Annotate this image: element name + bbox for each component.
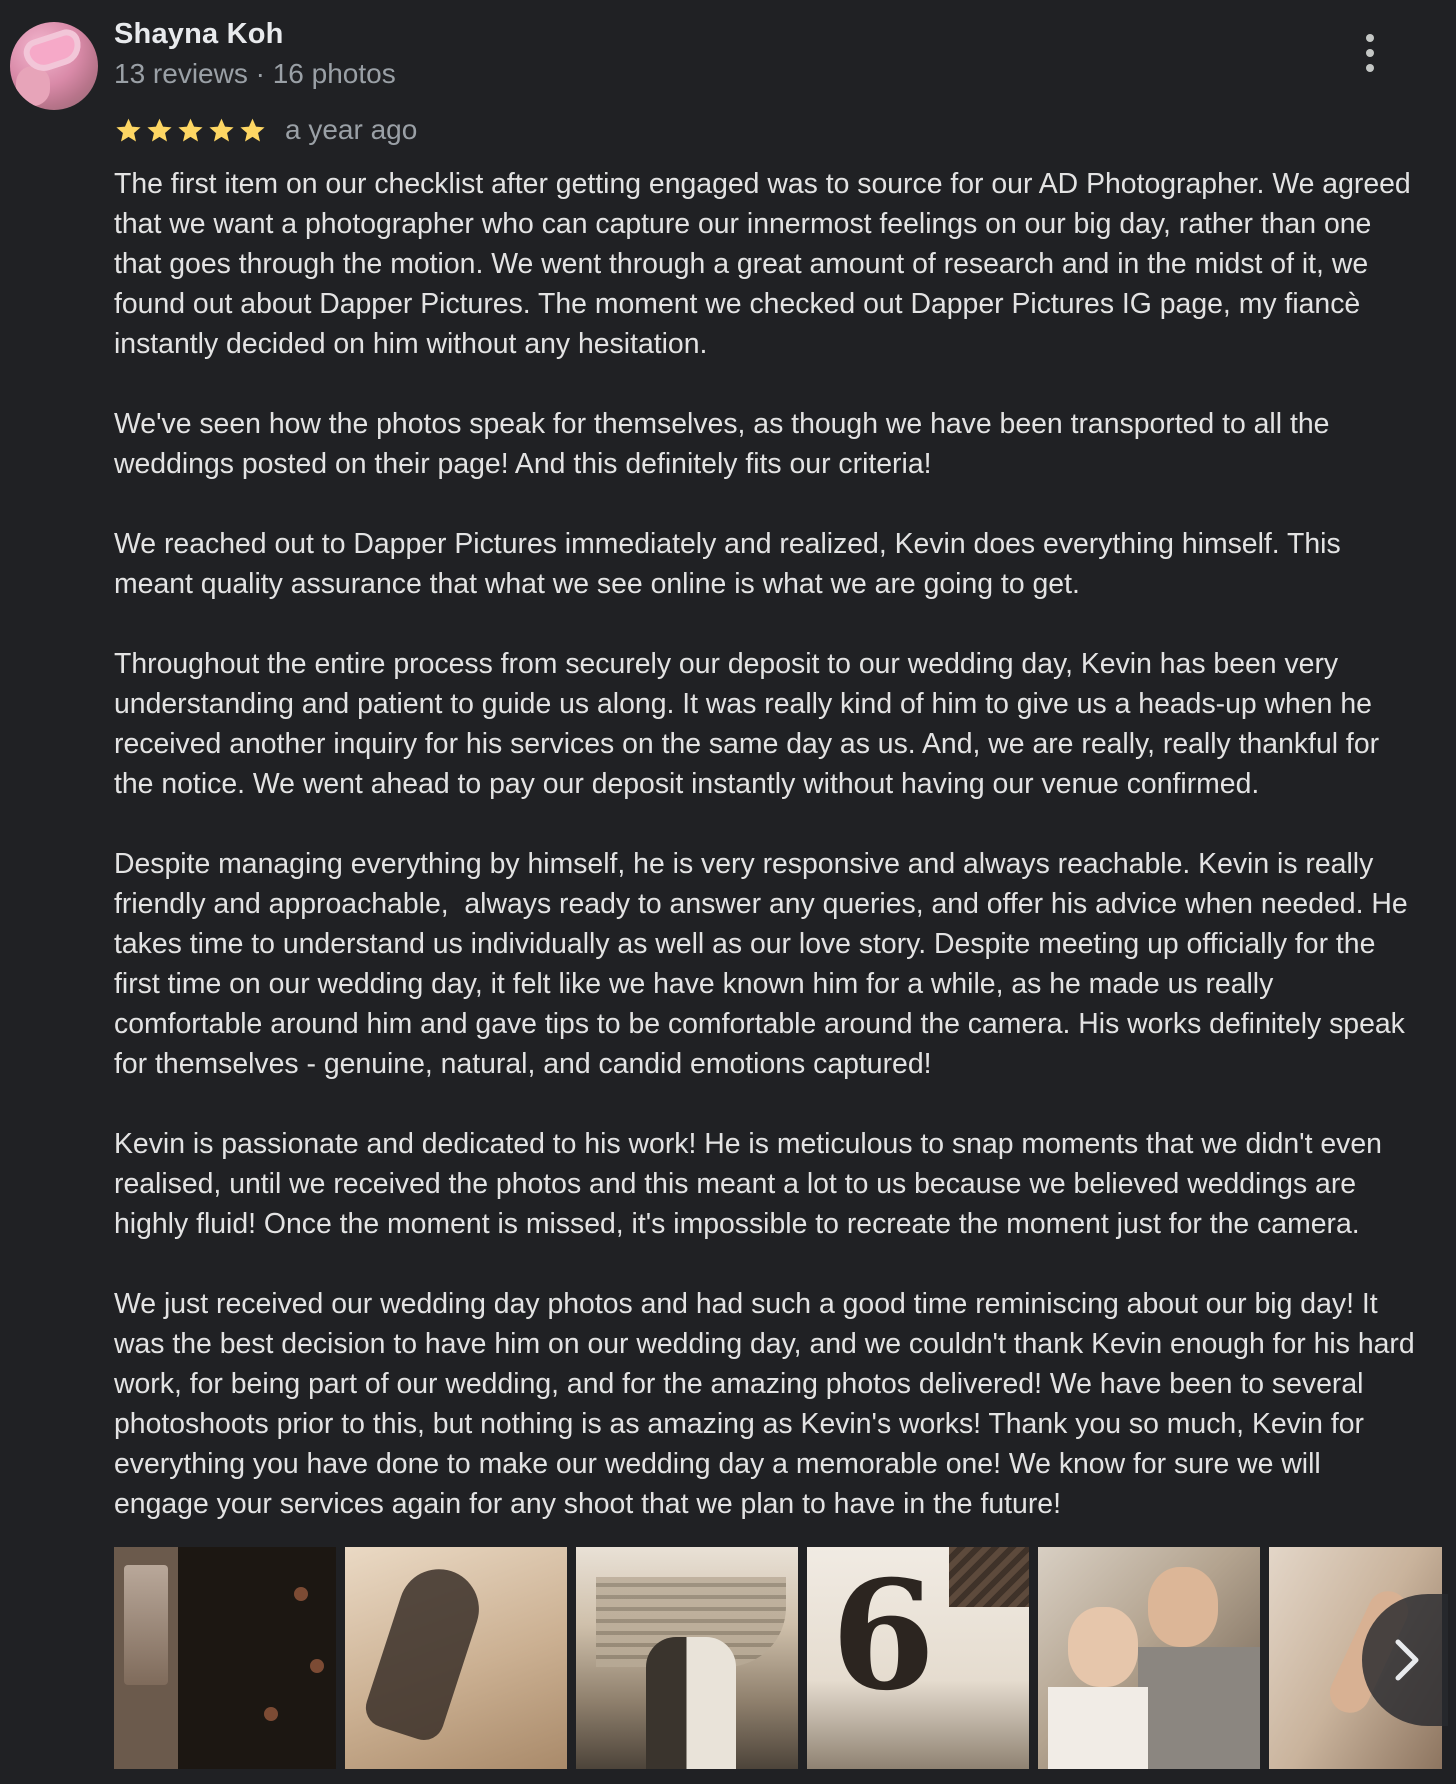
photo-detail — [124, 1565, 168, 1685]
review-paragraph: Despite managing everything by himself, he is very responsive and always reachable. Kevin is really friendly and approachable, always ready to answer any queries, and offer his advice when needed. He takes time to understand us individually as well as our love story. Despite meeting up officially for the first time on our wedding day, it felt like we have known him for a while, as he made us really comfortable around him and gave tips to be comfortable around the camera. His works definitely speak for themselves - genuine, natural, and candid emotions captured! — [114, 848, 1408, 1080]
photo-detail: 6 — [831, 1548, 936, 1724]
review-paragraph: We've seen how the photos speak for themselves, as though we have been transported to all the weddings posted on their page! And this definitely fits our criteria! — [114, 408, 1330, 480]
avatar-hand — [16, 66, 50, 106]
review-photo[interactable] — [1038, 1547, 1260, 1769]
star-icon — [145, 116, 174, 145]
review-photo-strip — [114, 1547, 1442, 1769]
photo-detail — [1148, 1567, 1218, 1647]
star-icon — [114, 116, 143, 145]
photo-detail — [361, 1559, 490, 1745]
review-text — [114, 164, 1444, 1564]
review-time: a year ago — [285, 114, 418, 145]
photo-detail — [1068, 1607, 1138, 1687]
more-vertical-icon-dot — [1366, 64, 1374, 72]
star-icon — [176, 116, 205, 145]
star-rating — [114, 116, 267, 145]
review-paragraph: We reached out to Dapper Pictures immediately and realized, Kevin does everything himself. This meant quality assurance that what we see online is what we are going to get. — [114, 528, 1341, 600]
reviewer-name[interactable]: Shayna Koh — [114, 18, 284, 50]
review-photo[interactable] — [807, 1547, 1029, 1769]
review-photo[interactable] — [576, 1547, 798, 1769]
photo-detail — [294, 1587, 308, 1601]
review-paragraph: Throughout the entire process from securely our deposit to our wedding day, Kevin has been very understanding and patient to guide us along. It was really kind of him to give us a heads-up when he received another inquiry for his services on the same day as us. And, we are really, really thankful for the notice. We went ahead to pay our deposit instantly without having our venue confirmed. — [114, 648, 1380, 800]
more-vertical-icon — [1366, 34, 1374, 42]
chevron-right-icon — [1390, 1636, 1424, 1684]
review-paragraph: We just received our wedding day photos and had such a good time reminiscing about our big day! It was the best decision to have him on our wedding day, and we couldn't thank Kevin enough for his hard work, for being part of our wedding, and for the amazing photos delivered! We have been to several photoshoots prior to this, but nothing is as amazing as Kevin's works! Thank you so much, Kevin for everything you have done to make our wedding day a memorable one! We know for sure we will engage your services again for any shoot that we plan to have in the future! — [114, 1288, 1415, 1520]
photo-detail — [949, 1547, 1029, 1607]
reviewer-meta[interactable]: 13 reviews · 16 photos — [114, 58, 396, 89]
photo-detail — [310, 1659, 324, 1673]
rating-row — [114, 110, 417, 150]
photo-detail — [1048, 1687, 1148, 1769]
star-icon — [207, 116, 236, 145]
review-paragraph: Kevin is passionate and dedicated to his work! He is meticulous to snap moments that we didn't even realised, until we received the photos and this meant a lot to us because we believed weddings are highly fluid! Once the moment is missed, it's impossible to recreate the moment just for the camera. — [114, 1128, 1382, 1240]
photo-detail — [646, 1637, 736, 1769]
reviewer-avatar[interactable] — [10, 22, 98, 110]
photo-detail — [264, 1707, 278, 1721]
more-vertical-icon-dot — [1366, 49, 1374, 57]
review-photo[interactable] — [345, 1547, 567, 1769]
photo-detail — [1138, 1647, 1260, 1769]
star-icon — [238, 116, 267, 145]
more-options-button[interactable] — [1354, 28, 1386, 78]
review-paragraph: The first item on our checklist after getting engaged was to source for our AD Photographer. We agreed that we want a photographer who can capture our innermost feelings on our big day, rather than one that goes through the motion. We went through a great amount of research and in the midst of it, we found out about Dapper Pictures. The moment we checked out Dapper Pictures IG page, my fiancè instantly decided on him without any hesitation. — [114, 168, 1411, 360]
review-photo[interactable] — [114, 1547, 336, 1769]
